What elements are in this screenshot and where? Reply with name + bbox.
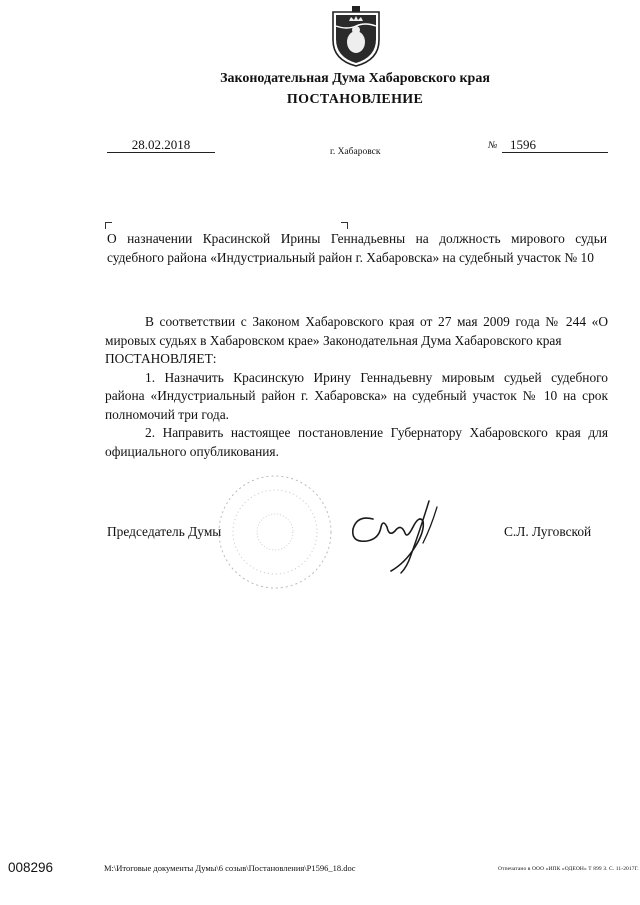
document-subject: О назначении Красинской Ирины Геннадьевны на должность мирового судьи судебного района «Индустриальный район г. Хабаровска» на судебный участок № 10	[107, 231, 607, 265]
coat-of-arms-icon	[327, 6, 385, 68]
chairman-name: С.Л. Луговской	[504, 524, 592, 539]
resolution-item-2: 2. Направить настоящее постановление Губернатору Хабаровского края для официального опубликования.	[105, 425, 608, 459]
handwritten-signature-icon	[335, 497, 455, 575]
official-stamp-icon	[215, 472, 335, 592]
document-city: г. Хабаровск	[330, 147, 381, 157]
registration-number: 008296	[8, 860, 54, 875]
chairman-position: Председатель Думы	[107, 524, 222, 539]
subject-corner-left	[105, 222, 112, 229]
organization-title: Законодательная Дума Хабаровского края	[220, 71, 490, 86]
resolves-heading: ПОСТАНОВЛЯЕТ:	[105, 351, 217, 366]
preamble-paragraph: В соответствии с Законом Хабаровского края от 27 мая 2009 года № 244 «О мировых судьях в Хабаровском крае» Законодательная Дума Хабаровского края	[105, 314, 608, 348]
document-date: 28.02.2018	[107, 137, 215, 153]
resolution-item-1: 1. Назначить Красинскую Ирину Геннадьевну мировым судьей судебного района «Индустриальный район г. Хабаровска» на судебный участок № 10 на срок полномочий три года.	[105, 369, 608, 422]
file-path: M:\Итоговые документы Думы\6 созыв\Постановления\P1596_18.doc	[104, 863, 356, 873]
printer-mark: Отпечатано в ООО «ИПК «ОДЕОН» Т 899 З. С. 11-2017Г.	[498, 866, 639, 872]
document-type-title: ПОСТАНОВЛЕНИЕ	[286, 92, 424, 107]
document-body	[105, 313, 608, 461]
document-number: 1596	[502, 137, 608, 153]
number-label: №	[488, 140, 498, 151]
subject-corner-right	[341, 222, 348, 229]
